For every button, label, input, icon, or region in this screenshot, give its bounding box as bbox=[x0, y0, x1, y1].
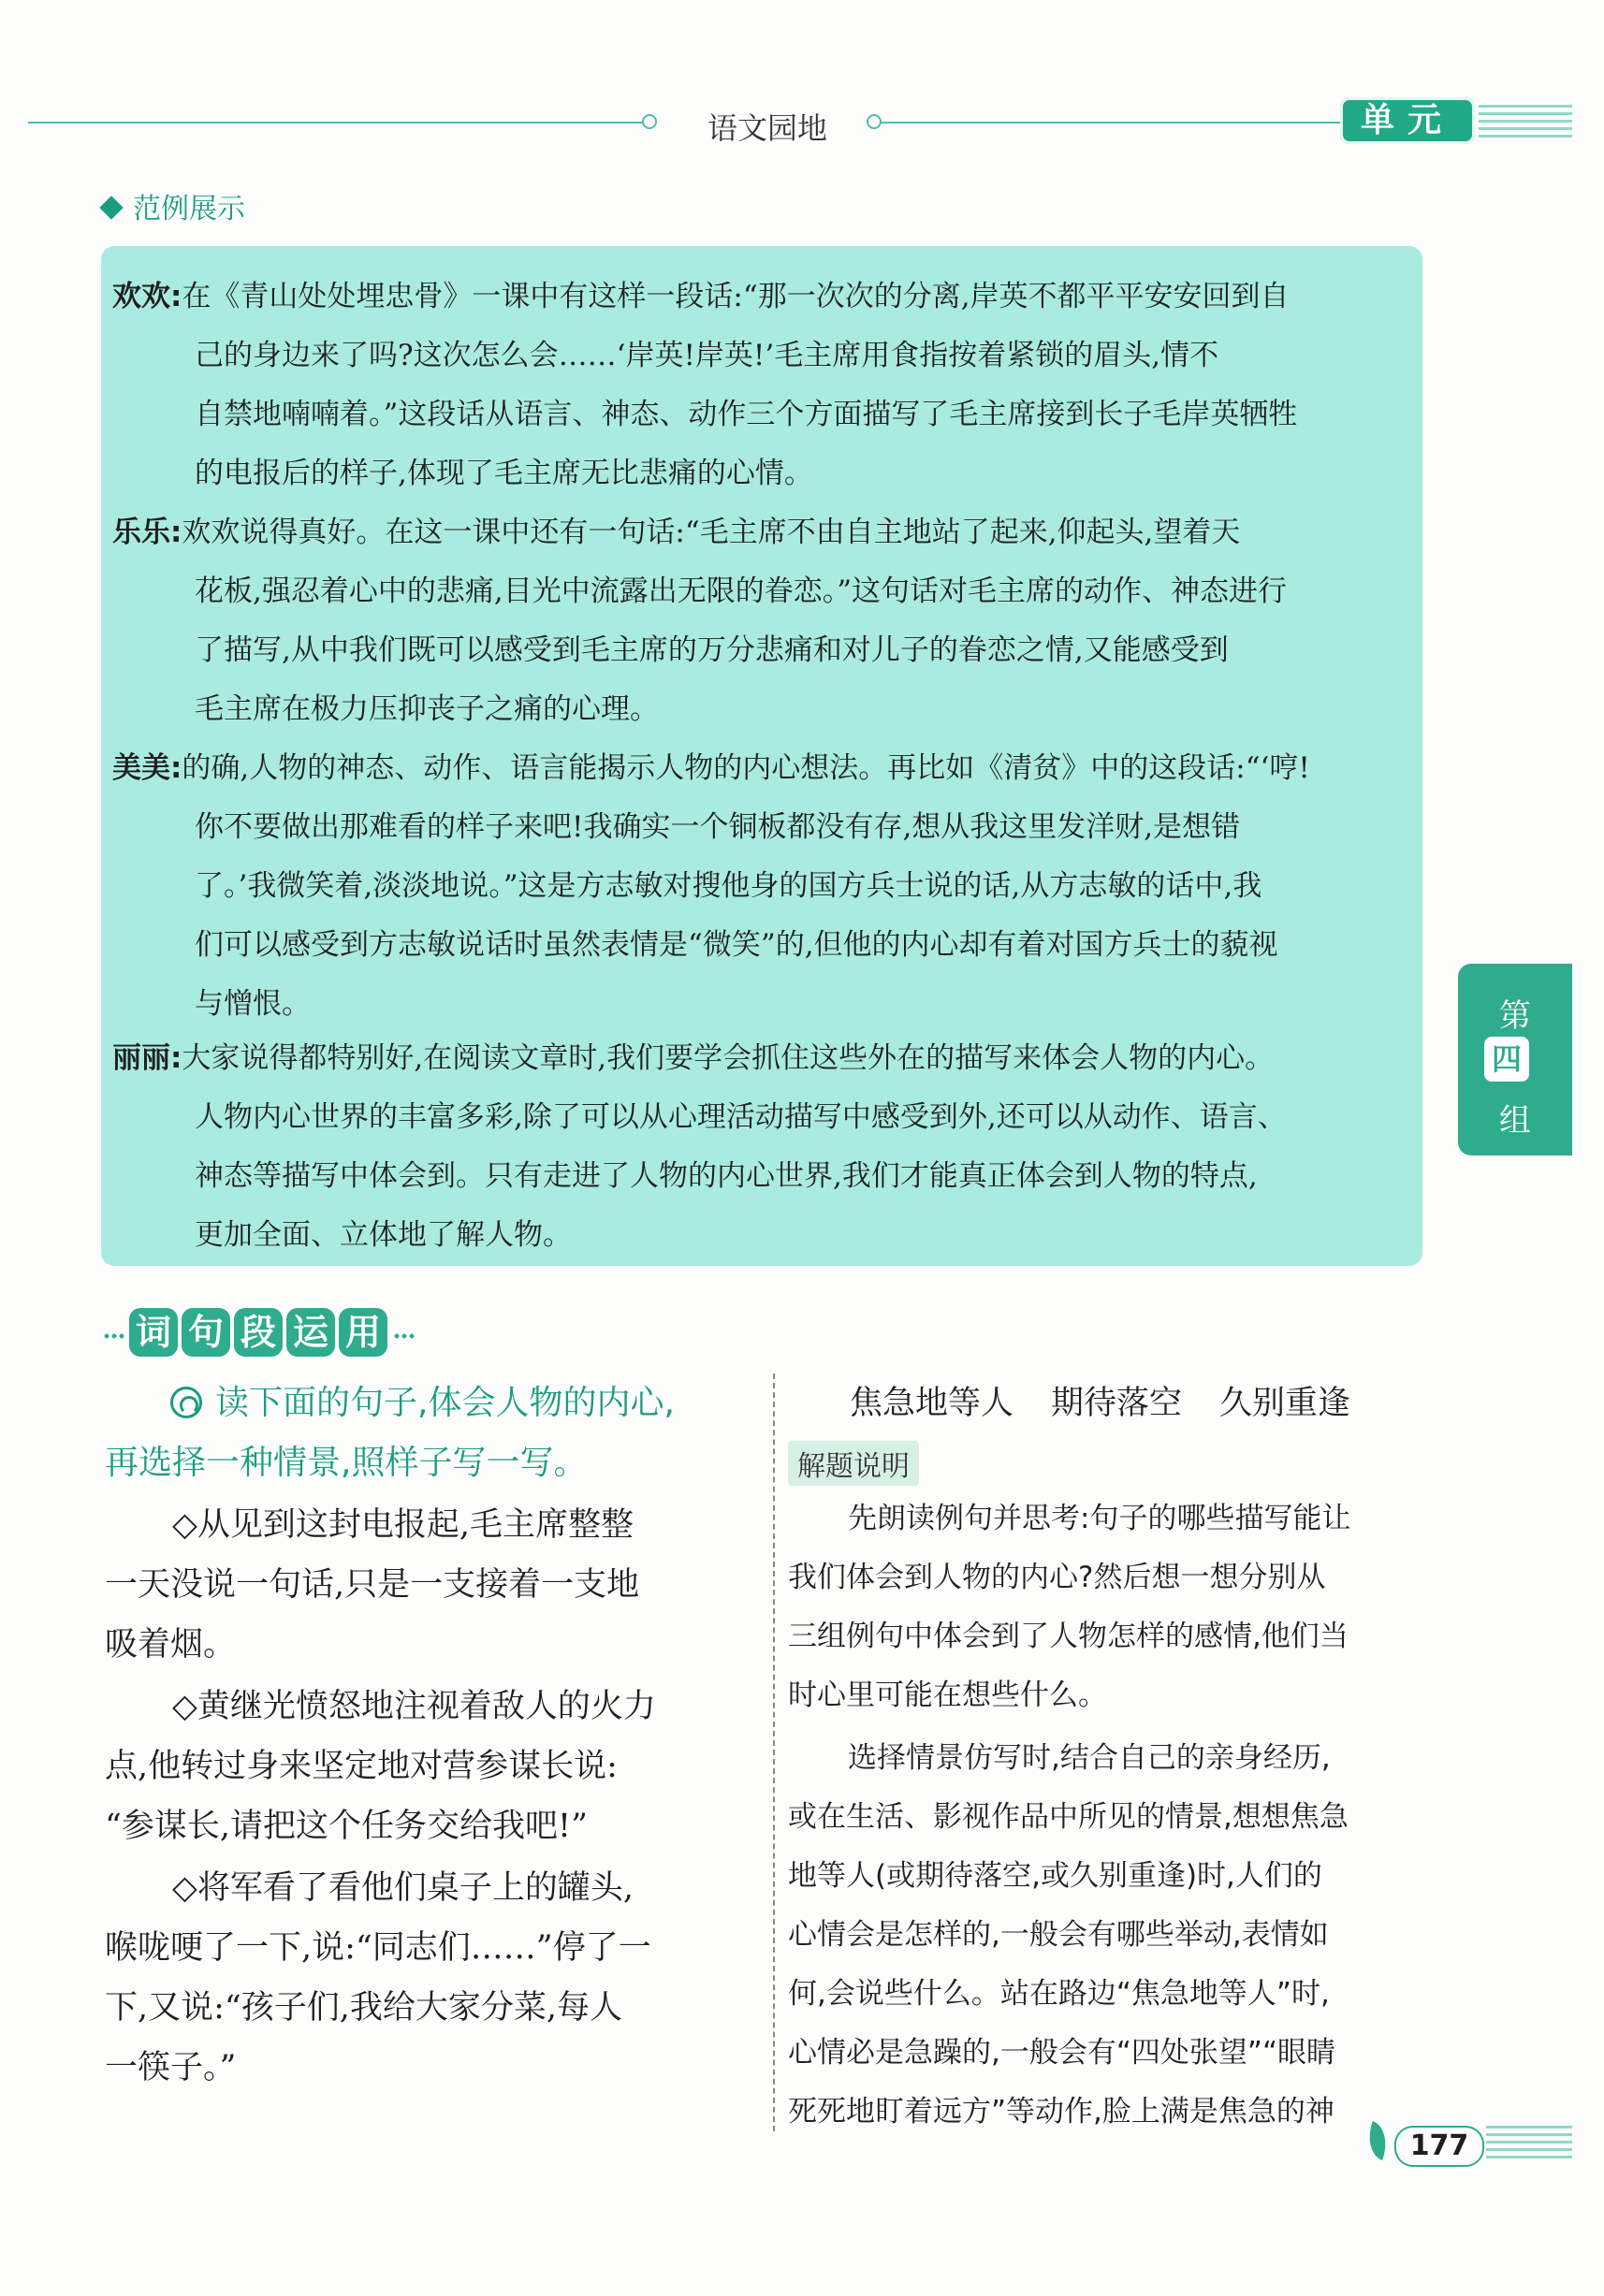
header-rule-right bbox=[880, 122, 1340, 124]
tip-line: 何,会说些什么。站在路边“焦急地等人”时, bbox=[788, 1977, 1330, 2011]
footer-stripes bbox=[1486, 2126, 1572, 2159]
example-sentence bbox=[105, 1495, 760, 1675]
task-line: 再选择一种情景,照样子写一写。 bbox=[105, 1444, 588, 1482]
side-tab-top: 第 bbox=[1499, 997, 1531, 1035]
speaker-name: 欢欢: bbox=[112, 280, 182, 313]
decor-dots-left bbox=[103, 1332, 125, 1340]
unit-badge: 单元 bbox=[1340, 97, 1475, 144]
exercise-right-column bbox=[788, 1373, 1424, 2142]
speaker-name: 丽丽: bbox=[112, 1041, 182, 1075]
paragraph-line: 与憎恨。 bbox=[195, 987, 311, 1021]
paragraph-line: 们可以感受到方志敏说话时虽然表情是“微笑”的,但他的内心却有着对国方兵士的藐视 bbox=[195, 928, 1278, 962]
header-rule-left bbox=[28, 122, 646, 124]
side-tab-bottom: 组 bbox=[1499, 1102, 1531, 1140]
scene-option: 久别重逢 bbox=[1219, 1385, 1351, 1422]
header-dot-left bbox=[642, 114, 657, 129]
tip-paragraph bbox=[788, 1489, 1424, 1725]
example-sentence bbox=[105, 1677, 760, 1856]
example-paragraph bbox=[112, 1029, 1422, 1265]
paragraph-line: 己的身边来了吗?这次怎么会……‘岸英!岸英!’毛主席用食指按着紧锁的眉头,情不 bbox=[195, 339, 1219, 372]
tip-line: 先朗读例句并思考:句子的哪些描写能让 bbox=[848, 1502, 1351, 1535]
example-sentence bbox=[105, 1858, 760, 2098]
example-line: 吸着烟。 bbox=[105, 1626, 237, 1664]
example-line: 点,他转过身来坚定地对营参谋长说: bbox=[105, 1748, 618, 1785]
example-line: “参谋长,请把这个任务交给我吧!” bbox=[105, 1808, 588, 1845]
task-instruction bbox=[105, 1373, 760, 1493]
example-line: ◇将军看了看他们桌子上的罐头, bbox=[172, 1869, 634, 1907]
tip-line: 选择情景仿写时,结合自己的亲身经历, bbox=[848, 1741, 1331, 1775]
tip-label: 解题说明 bbox=[788, 1441, 919, 1486]
paragraph-line: 你不要做出那难看的样子来吧!我确实一个铜板都没有存,想从我这里发洋财,是想错 bbox=[195, 810, 1241, 844]
paragraph-line: 毛主席在极力压抑丧子之痛的心理。 bbox=[195, 692, 659, 726]
tip-line: 心情会是怎样的,一般会有哪些举动,表情如 bbox=[788, 1918, 1329, 1952]
tip-line: 死死地盯着远方”等动作,脸上满是焦急的神 bbox=[788, 2095, 1334, 2129]
tip-line: 心情必是急躁的,一般会有“四处张望”“眼睛 bbox=[788, 2036, 1336, 2070]
example-paragraph bbox=[112, 503, 1422, 739]
example-paragraph bbox=[112, 739, 1422, 1034]
example-line: 一筷子。” bbox=[105, 2049, 237, 2086]
header-stripes bbox=[1479, 105, 1572, 140]
section2-title-char: 用 bbox=[339, 1308, 387, 1357]
paragraph-line: 花板,强忍着心中的悲痛,目光中流露出无限的眷恋。”这句话对毛主席的动作、神态进行 bbox=[195, 574, 1288, 608]
tip-paragraph bbox=[788, 1729, 1424, 2142]
diamond-icon bbox=[99, 196, 123, 219]
paragraph-line: 的确,人物的神态、动作、语言能揭示人物的内心想法。再比如《清贫》中的这段话:“‘哼! bbox=[182, 751, 1310, 785]
chapter-side-tab bbox=[1458, 964, 1572, 1155]
exercise-left-column bbox=[105, 1373, 760, 2098]
example-paragraph bbox=[112, 268, 1422, 503]
header-title: 语文园地 bbox=[707, 110, 827, 146]
example-line: 喉咙哽了一下,说:“同志们……”停了一 bbox=[105, 1929, 651, 1967]
paragraph-line: 了。’我微笑着,淡淡地说。”这是方志敏对搜他身的国方兵士说的话,从方志敏的话中,我 bbox=[195, 869, 1262, 903]
scene-option: 期待落空 bbox=[1051, 1385, 1183, 1422]
example-section-label bbox=[103, 185, 245, 226]
tip-line: 我们体会到人物的内心?然后想一想分别从 bbox=[788, 1561, 1326, 1594]
paragraph-line: 在《青山处处埋忠骨》一课中有这样一段话:“那一次次的分离,岸英不都平平安安回到自 bbox=[182, 280, 1290, 313]
paragraph-line: 更加全面、立体地了解人物。 bbox=[195, 1218, 572, 1252]
section2-title-char: 句 bbox=[182, 1308, 230, 1357]
page-number: 177 bbox=[1394, 2126, 1484, 2167]
tip-line: 三组例句中体会到了人物怎样的感情,他们当 bbox=[788, 1620, 1349, 1653]
tip-line: 地等人(或期待落空,或久别重逢)时,人们的 bbox=[788, 1859, 1322, 1893]
section2-title-char: 词 bbox=[129, 1308, 178, 1357]
paragraph-line: 的电报后的样子,体现了毛主席无比悲痛的心情。 bbox=[195, 457, 813, 490]
paragraph-line: 自禁地喃喃着。”这段话从语言、神态、动作三个方面描写了毛主席接到长子毛岸英牺牲 bbox=[195, 398, 1298, 431]
section2-title-char: 运 bbox=[286, 1308, 335, 1357]
section2-title-char: 段 bbox=[234, 1308, 283, 1357]
tip-line: 或在生活、影视作品中所见的情景,想想焦急 bbox=[788, 1800, 1349, 1834]
example-line: 一天没说一句话,只是一支接着一支地 bbox=[105, 1566, 640, 1604]
scene-option: 焦急地等人 bbox=[850, 1385, 1014, 1422]
task-line: 读下面的句子,体会人物的内心, bbox=[215, 1384, 675, 1422]
example-line: 下,又说:“孩子们,我给大家分菜,每人 bbox=[105, 1989, 623, 2027]
side-tab-number: 四 bbox=[1484, 1037, 1529, 1082]
example-line: ◇从见到这封电报起,毛主席整整 bbox=[172, 1506, 634, 1544]
paragraph-line: 大家说得都特别好,在阅读文章时,我们要学会抓住这些外在的描写来体会人物的内心。 bbox=[182, 1041, 1275, 1075]
paragraph-line: 人物内心世界的丰富多彩,除了可以从心理活动描写中感受到外,还可以从动作、语言、 bbox=[195, 1100, 1287, 1134]
example-section-label-text: 范例展示 bbox=[133, 193, 245, 225]
decor-dots-right bbox=[393, 1332, 416, 1340]
scene-options bbox=[788, 1373, 1424, 1433]
paragraph-line: 神态等描写中体会到。只有走进了人物的内心世界,我们才能真正体会到人物的特点, bbox=[195, 1159, 1258, 1193]
speaker-name: 乐乐: bbox=[112, 516, 182, 549]
paragraph-line: 欢欢说得真好。在这一课中还有一句话:“毛主席不由自主地站了起来,仰起头,望着天 bbox=[182, 516, 1241, 549]
exercise-icon bbox=[170, 1387, 202, 1418]
tip-line: 时心里可能在想些什么。 bbox=[788, 1678, 1107, 1712]
speaker-name: 美美: bbox=[112, 751, 182, 785]
column-divider bbox=[773, 1373, 775, 2131]
paragraph-line: 了描写,从中我们既可以感受到毛主席的万分悲痛和对儿子的眷恋之情,又能感受到 bbox=[195, 633, 1229, 667]
example-line: ◇黄继光愤怒地注视着敌人的火力 bbox=[172, 1688, 656, 1725]
